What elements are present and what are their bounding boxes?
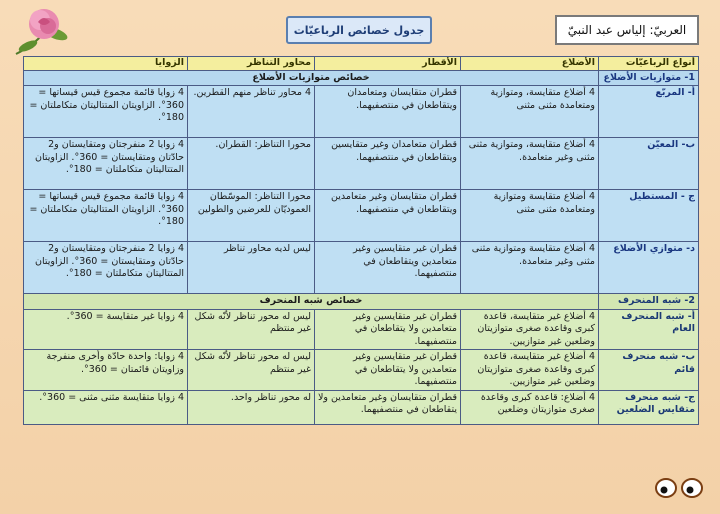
quad-type-cell: أ- المربّع — [599, 86, 699, 138]
angles-cell: 4 زوايا 2 منفرجتان ومتقايستان و2 حادّتان ومتقايستان = 360°. الزاويتان المتتاليتان متكاملتان = 180°. — [24, 242, 188, 294]
cartoon-eyes-icon — [652, 475, 708, 501]
quad-type-cell: ج - المستطيل — [599, 190, 699, 242]
angles-cell: 4 زوايا قائمة مجموع قيس قيساتها = 360°. الزاويتان المتتاليتان متكاملتان = 180°. — [24, 86, 188, 138]
sides-cell: 4 أضلاع متقايسة ومتوازية ومتعامدة مثنى مثنى — [461, 190, 599, 242]
section-label: 1- متوازيات الأضلاع — [599, 70, 699, 86]
diagonals-cell: قطران متعامدان وغير متقايسين ويتقاطعان في منتصفيهما. — [315, 138, 461, 190]
quad-type-cell: أ- شبه المنحرف العام — [599, 309, 699, 350]
table-row — [24, 190, 699, 242]
page-title: جدول خصائص الرباعيّات — [286, 16, 432, 44]
angles-cell: 4 زوايا قائمة مجموع قيس قيساتها = 360°. الزاويتان المتتاليتان متكاملتان = 180°. — [24, 190, 188, 242]
quad-type-cell: ج- شبه منحرف متقايس الضلعين — [599, 390, 699, 424]
author-label: العربيّ: إلياس عبد النبيّ — [555, 15, 699, 45]
section-title: خصائص شبه المنحرف — [24, 294, 599, 310]
angles-cell: 4 زوايا متقايسة مثنى مثنى = 360°. — [24, 390, 188, 424]
diagonals-cell: قطران متقايسان وغير متعامدين ولا يتقاطعان في منتصفيهما. — [315, 390, 461, 424]
diagonals-cell: قطران متقايسان وغير متعامدين ويتقاطعان في منتصفيهما. — [315, 190, 461, 242]
symmetry-cell: له محور تناظر واحد. — [188, 390, 315, 424]
table-row — [24, 138, 699, 190]
angles-cell: 4 زوايا 2 منفرجتان ومتقايستان و2 حادّتان ومتقايستان = 360°. الزاويتان المتتاليتان متكاملتان = 180°. — [24, 138, 188, 190]
sides-cell: 4 أضلاع غير متقايسة، قاعدة كبرى وقاعدة صغرى متوازيتان وضلعين غير متوازيين. — [461, 309, 599, 350]
diagonals-cell: قطران غير متقايسين وغير متعامدين ولا يتقاطعان في منتصفيهما. — [315, 350, 461, 391]
section-label: 2- شبه المنحرف — [599, 294, 699, 310]
table-row — [24, 242, 699, 294]
table-row — [24, 390, 699, 424]
diagonals-cell: قطران غير متقايسين وغير متعامدين ويتقاطعان في منتصفيهما. — [315, 242, 461, 294]
symmetry-cell: 4 محاور تناظر منهم القطرين. — [188, 86, 315, 138]
quad-type-cell: د- متوازي الأضلاع — [599, 242, 699, 294]
sides-cell: 4 أضلاع متقايسة ومتوازية مثنى مثنى وغير متعامدة. — [461, 242, 599, 294]
diagonals-cell: قطران غير متقايسين وغير متعامدين ولا يتقاطعان في منتصفيهما. — [315, 309, 461, 350]
sides-cell: 4 أضلاع غير متقايسة، قاعدة كبرى وقاعدة صغرى متوازيتان وضلعين غير متوازيين. — [461, 350, 599, 391]
sides-cell: 4 أضلاع متقايسة، ومتوازية ومتعامدة مثنى مثنى — [461, 86, 599, 138]
col-header-symmetry: محاور التناظر — [188, 57, 315, 71]
table-row — [24, 350, 699, 391]
rose-image — [8, 4, 80, 56]
col-header-angles: الزوايا — [24, 57, 188, 71]
angles-cell: 4 زوايا: واحدة حادّة وأخرى منفرجة وزاويتان قائمتان = 360°. — [24, 350, 188, 391]
diagonals-cell: قطران متقايسان ومتعامدان ويتقاطعان في منتصفيهما. — [315, 86, 461, 138]
symmetry-cell: ليس لديه محاور تناظر — [188, 242, 315, 294]
symmetry-cell: ليس له محور تناظر لأنّه شكل غير منتظم — [188, 309, 315, 350]
quadrilaterals-table — [23, 56, 699, 425]
section-header-row — [24, 70, 699, 86]
sides-cell: 4 أضلاع: قاعدة كبرى وقاعدة صغرى متوازيتان وضلعين — [461, 390, 599, 424]
angles-cell: 4 زوايا غير متقايسة = 360°. — [24, 309, 188, 350]
table-row — [24, 86, 699, 138]
section-title: خصائص متوازيات الأضلاع — [24, 70, 599, 86]
symmetry-cell: محورا التناظر: الموسّطان العموديّان للعرضين والطولين — [188, 190, 315, 242]
section-header-row — [24, 294, 699, 310]
sides-cell: 4 أضلاع متقايسة، ومتوازية مثنى مثنى وغير متعامدة. — [461, 138, 599, 190]
symmetry-cell: ليس له محور تناظر لأنّه شكل غير منتظم — [188, 350, 315, 391]
table-header-row — [24, 57, 699, 71]
col-header-type: أنواع الرباعيّات — [599, 57, 699, 71]
col-header-diagonals: الأقطار — [315, 57, 461, 71]
symmetry-cell: محورا التناظر: القطران. — [188, 138, 315, 190]
quad-type-cell: ب- شبه منحرف قائم — [599, 350, 699, 391]
table-row — [24, 309, 699, 350]
quad-type-cell: ب- المعيّن — [599, 138, 699, 190]
col-header-sides: الأضلاع — [461, 57, 599, 71]
